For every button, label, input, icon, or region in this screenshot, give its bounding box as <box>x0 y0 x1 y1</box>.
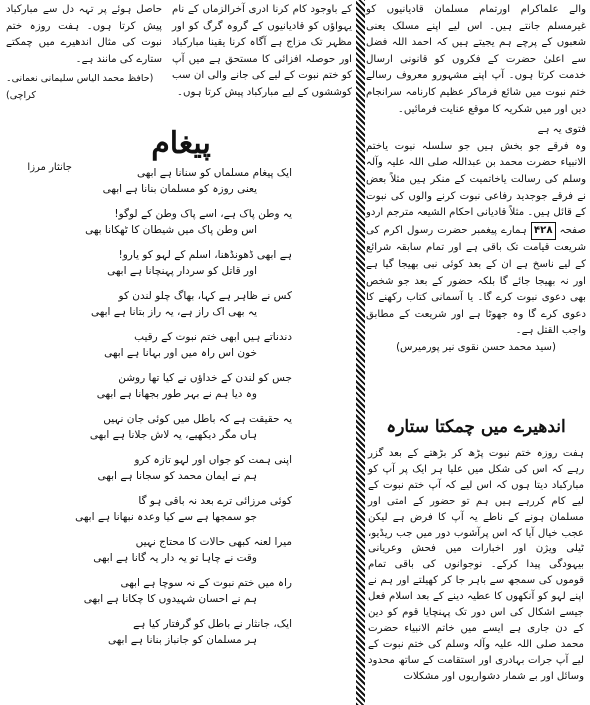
fatwa-title: فتوی یہ ہے <box>537 124 586 136</box>
poem-verse-line: ہے ابھی ڈھونڈھنا، اسلم کے لہو کو یارو! <box>118 249 292 261</box>
decorative-column-border <box>356 0 365 705</box>
poem-verse-line: یعنی روزہ کو مسلمان بنانا ہے ابھی <box>102 183 257 195</box>
right-column <box>366 2 586 356</box>
poem-verse-line: راہ میں ختم نبوت کے نہ سوچا ہے ابھی <box>120 577 292 589</box>
poem-verse-line: ہاں مگر دیکھیے، یہ لاش جلانا ہے ابھی <box>89 429 257 441</box>
poem-verse-line: جس کو لندن کے خداؤں نے کیا تھا روشن <box>118 372 292 384</box>
fatwa-body: وہ فرقے جو بخش ہیں جو سلسلہ نبوت یاختم الانبیاء حضرت محمد بن عبداللہ صلی اللہ علیہ وآلہ وسلم کی رسالت یاخاتمیت کے منکر ہیں مثلاً بعض نے فرقے جوجدید رفاعی نبوت کرنے والوں کی نبوت کے قائل ہیں۔ مثلاً قادیانی احکام الشیعہ مترجم اردو صفحہ <box>366 140 586 236</box>
poem-verse-line: خون اس راہ میں اور بہانا ہے ابھی <box>104 347 257 359</box>
poem-verse-line: ایک پیغام مسلماں کو سنانا ہے ابھی <box>136 167 292 179</box>
poem-verse-line: اس وطن پاک میں شیطان کا ٹھکانا بھی <box>85 224 257 236</box>
poem-verse-line: کوئی مرزائی ترے بعد نہ باقی ہو گا <box>138 495 292 507</box>
poem-verse-line: ایک، جانثار نے باطل کو گرفتار کیا ہے <box>133 618 292 630</box>
poem-section <box>6 118 352 703</box>
left-top-column <box>6 2 162 105</box>
poem-verse-line: ہم نے احسان شہیدوں کا چکانا ہے ابھی <box>83 593 257 605</box>
poem-verse-line: یہ وطن پاک ہے، اسے پاک وطن کے لوگو! <box>114 208 292 220</box>
fatwa-text <box>366 139 586 340</box>
poem-verse-line: دندناتے ہیں ابھی ختم نبوت کے رقیب <box>134 331 292 343</box>
poem-title: پیغام <box>151 126 211 161</box>
poem-verse-line: وہ دیا ہم نے بہر طور بجھانا ہے ابھی <box>96 388 257 400</box>
fatwa-continuation: ہمارے پیغمبر حضرت رسول اکرم کی شریعت قیامت تک باقی ہے اور تمام سابقہ شرائع کے لیے ناسخ ہے ان کے بعد کوئی نبی بھیجا گیا ہے اور نہ بھیجا جائے گا بلکہ حضور کے بعد جو شخص بھی دعوی نبوت کرے گا۔ یا آسمانی کتاب رکھنے کا دعوی کرے گا وہ جھوٹا ہے اور شریعت کے مطابق واجب القتل ہے۔ <box>366 224 586 337</box>
section-heading: اندھیرے میں چمکتا ستارہ <box>386 417 566 437</box>
poem-author: جانثار مرزا <box>27 162 72 173</box>
bottom-column <box>368 446 584 685</box>
fatwa-signature: (سید محمد حسن نقوی نیر پورمیرس) <box>396 341 556 353</box>
poem-verse-line: جو سمجھا ہے سے کیا وعدہ نبھانا ہے ابھی <box>75 511 257 523</box>
left-top-text: حاصل ہوئے پر تہہ دل سے مبارکباد پیش کرتا ہوں۔ ہفت روزہ ختم نبوت کی مثال اندھیرے میں چمکتے ستارے کی مانند ہے۔ <box>6 4 162 65</box>
poem-verse-line: یہ حقیقت ہے کہ باطل میں کوئی جان نہیں <box>103 413 292 425</box>
middle-top-column <box>172 2 352 102</box>
middle-top-text: کے باوجود کام کرنا ادری آخرالزماں کے نام یہواؤں کو قادیانیوں کے گروہ گرگ کو اور مظہر تک مزاج ہے آگاہ کرنا یقینا مبارکباد اور حوصلہ افزائی کا مستحق ہے میں آپ کو ختم نبوت کے لیے کی جانے والی ان سب کوششوں کے لیے مبارکباد پیش کرتا ہوں۔ <box>172 4 352 98</box>
poem-verse-line: یہ بھی اک راز ہے، یہ راز بتانا ہے ابھی <box>91 306 257 318</box>
poem-verse-line: وقت نے چاہا تو یہ دار یہ گانا ہے ابھی <box>93 552 257 564</box>
letter-text: والے علماکرام اورتمام مسلمان قادیانیوں کو غیرمسلم جانتے ہیں۔ اس لیے اپنے مسلک یعنی شعبوں کے پرچے ہم یجیتے ہیں کہ احمد اللہ فضل سے اعلیٰ حضرت کے فکروں کو قانونی ارسال خدمت کرتا ہوں۔ آپ اپنے مشہورو معروف رسالے ختم نبوت میں شائع فرماکر عظیم کارنامہ سرانجام دیں اور میں شکریہ کا موقع عنایت فرمائیں۔ <box>366 4 586 115</box>
fatwa-page-number: ۴۲۸ <box>531 222 556 241</box>
poem-verse-line: اپنی ہمت کو جواں اور لہو تازہ کرو <box>134 454 292 466</box>
poem-verse-line: میرا لعنہ کبھی حالات کا محتاج نہیں <box>135 536 292 548</box>
poem-verse-line: ہر مسلمان کو جانباز بنانا ہے ابھی <box>107 634 257 646</box>
bottom-text: ہفت روزہ ختم نبوت پڑھ کر بڑھتے کے بعد گزر رہے کہ اس کی شکل میں علیا ہر ایک پر آپ کو مبارکباد دیتا ہوں کہ اس لیے کہ آپ ختم نبوت کے لیے کام کررہے ہیں ہم تو حضور کے امتی اور مسلمان ہونے کے ناطے یہ آپ کا فرض ہے لیکن عجب خیال آیا کہ اس پرآشوب دور میں جب ریڈیو، ٹیلی ویژن اور اخبارات میں فحش وعریانی بیہودگی پیدا کرکے۔ نوجوانوں کی باقی تمام قوموں کی سمجھ سے باہر جا کر کھیلتے اور ہم نے اپنے لہو کو آنکھوں کا عطیہ دینے کے بعد اسلام فعل جیسے اشکال کی اس دور تک پہنچایا قوم کو دین کے دن جاری ہے ایسے میں خاتم الانبیاء حضرت محمد صلی اللہ علیہ وآلہ وسلم کی ختم نبوت کے لیے آپ جرات بہادری اور استقامت کے ساتھ محدود وسائل اور بے شمار دشواریوں اور مشکلات <box>368 448 584 682</box>
poem-verse-line: اور قاتل کو سردار پہنچانا ہے ابھی <box>107 265 257 277</box>
left-top-signature: (حافظ محمد الیاس سلیمانی نعمانی۔ کراچی) <box>6 73 154 101</box>
poem-verse-line: ہم نے ایمان محمد کو سجانا ہے ابھی <box>97 470 257 482</box>
poem-verse-line: کس نے ظاہر ہے کہا، بھاگ چلو لندن کو <box>118 290 292 302</box>
